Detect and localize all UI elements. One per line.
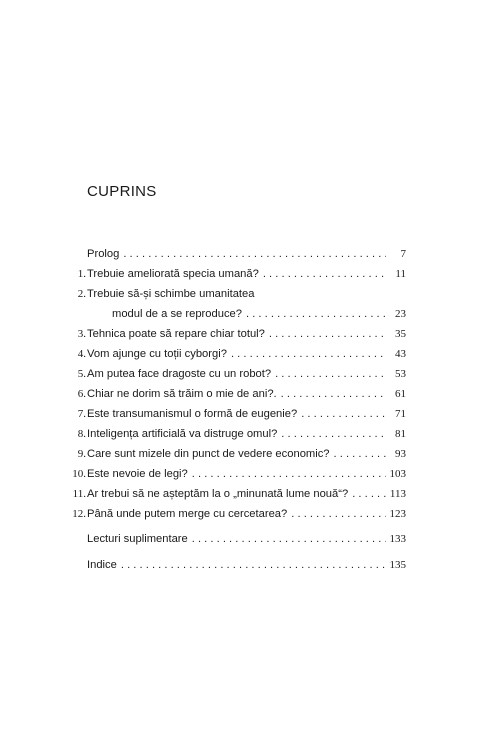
toc-entry-title: Tehnica poate să repare chiar totul? — [87, 328, 265, 340]
toc-entry-number: 6. — [77, 388, 86, 400]
toc-leader-dots — [119, 247, 386, 261]
toc-entry-page: 43 — [395, 348, 406, 360]
toc-entry[interactable] — [60, 403, 406, 421]
toc-entry-page: 71 — [395, 408, 406, 420]
toc-entry-page: 23 — [395, 308, 406, 320]
toc-entry-prolog[interactable] — [60, 243, 406, 261]
toc-entry-page: 81 — [395, 428, 406, 440]
toc-entry-title: Trebuie să-și schimbe umanitatea — [87, 288, 255, 300]
toc-entry-number: 2. — [77, 288, 86, 300]
page-title: CUPRINS — [87, 183, 157, 200]
toc-entry[interactable] — [60, 463, 406, 481]
toc-entry-number: 11. — [72, 488, 86, 500]
toc-entry-title: Care sunt mizele din punct de vedere economic? — [87, 448, 330, 460]
toc-leader-dots — [271, 367, 386, 381]
toc-entry-title: Inteligența artificială va distruge omul? — [87, 428, 278, 440]
toc-entry-title: Prolog — [87, 248, 120, 260]
toc-entry-title: Lecturi suplimentare — [87, 533, 188, 545]
toc-entry-title: Până unde putem merge cu cercetarea? — [87, 508, 288, 520]
toc-entry-page: 103 — [389, 468, 406, 480]
toc-entry-page: 7 — [400, 248, 406, 260]
toc-entry[interactable] — [60, 443, 406, 461]
toc-entry-number: 1. — [77, 268, 86, 280]
toc-entry-number: 10. — [72, 468, 86, 480]
toc-entry-page: 35 — [395, 328, 406, 340]
toc-entry-number: 3. — [77, 328, 86, 340]
toc-entry-title: Trebuie ameliorată specia umană? — [87, 268, 259, 280]
toc-leader-dots — [330, 447, 386, 461]
toc-entry-page: 135 — [389, 559, 406, 571]
toc-entry-number: 9. — [77, 448, 86, 460]
toc-entry-continuation[interactable] — [87, 303, 406, 321]
toc-entry-number: 7. — [77, 408, 86, 420]
toc-leader-dots — [227, 347, 386, 361]
toc-entry-number: 12. — [72, 508, 86, 520]
toc-leader-dots — [259, 267, 386, 281]
toc-entry[interactable] — [60, 263, 406, 281]
toc-leader-dots — [188, 532, 386, 546]
toc-entry-title: Chiar ne dorim să trăim o mie de ani?. — [87, 388, 277, 400]
toc-leader-dots — [265, 327, 386, 341]
toc-entry-title: Ar trebui să ne așteptăm la o „minunată lume nouă“? — [87, 488, 349, 500]
toc-entry-number: 4. — [77, 348, 86, 360]
toc-entry-page: 123 — [389, 508, 406, 520]
toc-entry-page: 53 — [395, 368, 406, 380]
toc-entry[interactable] — [60, 343, 406, 361]
toc-entry-index[interactable] — [60, 554, 406, 572]
toc-entry[interactable] — [60, 363, 406, 381]
toc-leader-dots — [348, 487, 386, 501]
toc-entry-number: 8. — [77, 428, 86, 440]
toc-entry[interactable] — [60, 323, 406, 341]
toc-leader-dots — [287, 507, 385, 521]
toc-entry-title: Vom ajunge cu toții cyborgi? — [87, 348, 227, 360]
toc-entry[interactable] — [60, 283, 406, 301]
toc-entry-title: Este transumanismul o formă de eugenie? — [87, 408, 298, 420]
toc-entry[interactable] — [60, 383, 406, 401]
toc-leader-dots — [242, 307, 386, 321]
toc-entry-title: Am putea face dragoste cu un robot? — [87, 368, 272, 380]
toc-entry-further-reading[interactable] — [60, 528, 406, 546]
toc-leader-dots — [277, 427, 386, 441]
toc-leader-dots — [117, 558, 386, 572]
toc-entry-title-continued: modul de a se reproduce? — [112, 308, 242, 320]
toc-entry-page: 61 — [395, 388, 406, 400]
toc-entry-page: 113 — [389, 488, 406, 500]
toc-entry-title: Este nevoie de legi? — [87, 468, 188, 480]
toc-leader-dots — [297, 407, 386, 421]
toc-entry-page: 11 — [395, 268, 406, 280]
toc-entry-number: 5. — [77, 368, 86, 380]
toc-entry-title: Indice — [87, 559, 117, 571]
toc-leader-dots — [277, 387, 386, 401]
toc-leader-dots — [188, 467, 386, 481]
toc-entry[interactable] — [60, 483, 406, 501]
toc-entry[interactable] — [60, 423, 406, 441]
toc-entry-page: 93 — [395, 448, 406, 460]
toc-entry-page: 133 — [389, 533, 406, 545]
toc-entry[interactable] — [60, 503, 406, 521]
